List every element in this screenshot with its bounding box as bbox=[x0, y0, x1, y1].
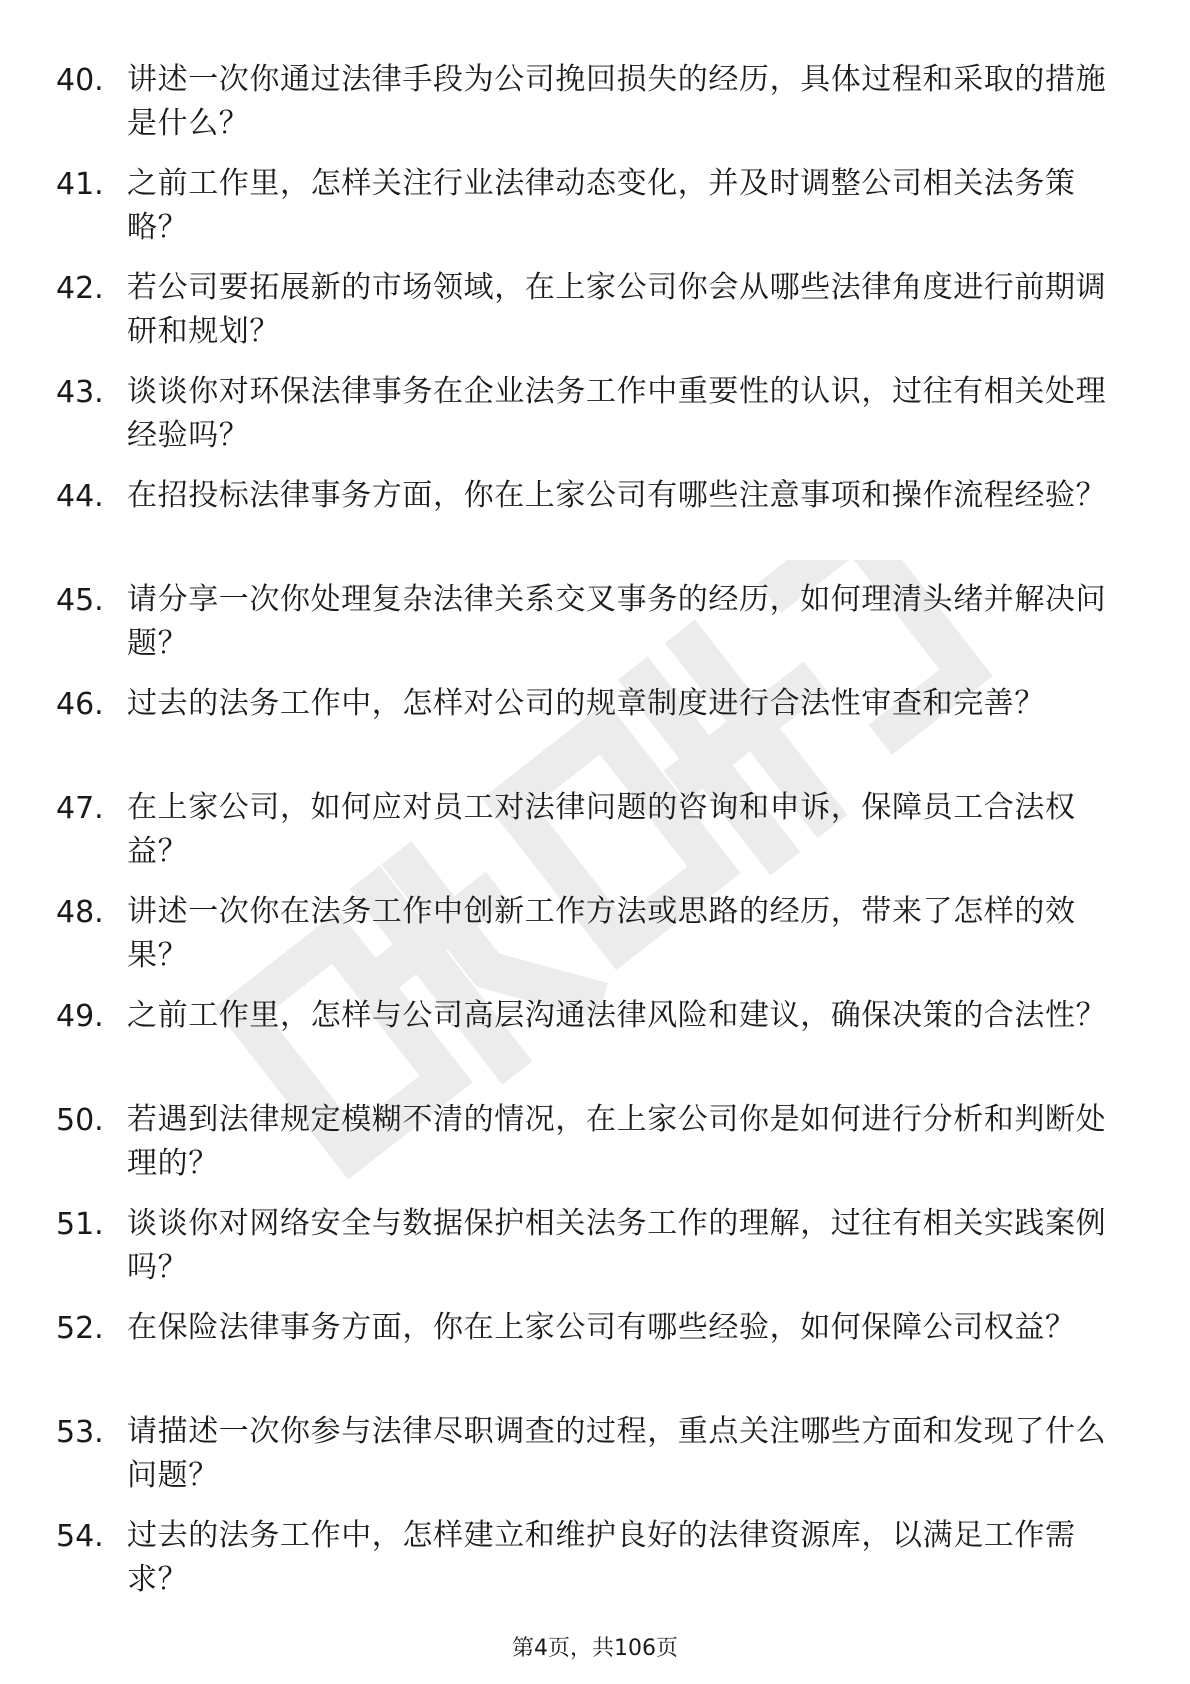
question-number: 49. bbox=[56, 999, 104, 1034]
question-text: 过去的法务工作中，怎样对公司的规章制度进行合法性审查和完善？ bbox=[127, 686, 1045, 721]
question-item bbox=[0, 568, 1190, 672]
question-text: 请描述一次你参与法律尽职调查的过程，重点关注哪些方面和发现了什么问题？ bbox=[127, 1414, 1107, 1493]
question-text: 过去的法务工作中，怎样建立和维护良好的法律资源库，以满足工作需求？ bbox=[127, 1518, 1076, 1597]
question-number: 46. bbox=[56, 687, 104, 722]
question-item bbox=[0, 48, 1190, 152]
question-list bbox=[0, 48, 1190, 1608]
question-item bbox=[0, 776, 1190, 880]
question-number: 53. bbox=[56, 1415, 104, 1450]
question-number: 43. bbox=[56, 375, 104, 410]
question-number: 48. bbox=[56, 895, 104, 930]
question-number: 41. bbox=[56, 167, 104, 202]
question-text: 之前工作里，怎样关注行业法律动态变化，并及时调整公司相关法务策略？ bbox=[127, 166, 1076, 245]
question-item bbox=[0, 1088, 1190, 1192]
question-number: 45. bbox=[56, 583, 104, 618]
question-item bbox=[0, 256, 1190, 360]
question-item bbox=[0, 1400, 1190, 1504]
page-number: 第4页，共106页 bbox=[512, 1636, 678, 1661]
question-item bbox=[0, 1296, 1190, 1400]
question-item bbox=[0, 360, 1190, 464]
question-text: 在招投标法律事务方面，你在上家公司有哪些注意事项和操作流程经验？ bbox=[127, 478, 1107, 513]
question-number: 54. bbox=[56, 1519, 104, 1554]
question-item bbox=[0, 464, 1190, 568]
question-number: 42. bbox=[56, 271, 104, 306]
question-text: 若公司要拓展新的市场领域，在上家公司你会从哪些法律角度进行前期调研和规划？ bbox=[127, 270, 1107, 349]
question-item bbox=[0, 152, 1190, 256]
question-item bbox=[0, 880, 1190, 984]
question-number: 40. bbox=[56, 63, 104, 98]
question-text: 之前工作里，怎样与公司高层沟通法律风险和建议，确保决策的合法性？ bbox=[127, 998, 1107, 1033]
question-text: 在上家公司，如何应对员工对法律问题的咨询和申诉，保障员工合法权益？ bbox=[127, 790, 1076, 869]
question-text: 谈谈你对网络安全与数据保护相关法务工作的理解，过往有相关实践案例吗？ bbox=[127, 1206, 1107, 1285]
question-text: 讲述一次你通过法律手段为公司挽回损失的经历，具体过程和采取的措施是什么？ bbox=[127, 62, 1107, 141]
question-item bbox=[0, 984, 1190, 1088]
question-item bbox=[0, 1192, 1190, 1296]
question-number: 52. bbox=[56, 1311, 104, 1346]
question-number: 47. bbox=[56, 791, 104, 826]
question-text: 请分享一次你处理复杂法律关系交叉事务的经历，如何理清头绪并解决问题？ bbox=[127, 582, 1107, 661]
question-number: 51. bbox=[56, 1207, 104, 1242]
question-item bbox=[0, 672, 1190, 776]
question-number: 50. bbox=[56, 1103, 104, 1138]
question-text: 在保险法律事务方面，你在上家公司有哪些经验，如何保障公司权益？ bbox=[127, 1310, 1076, 1345]
question-number: 44. bbox=[56, 479, 104, 514]
question-item bbox=[0, 1504, 1190, 1608]
question-text: 若遇到法律规定模糊不清的情况，在上家公司你是如何进行分析和判断处理的？ bbox=[127, 1102, 1107, 1181]
question-text: 讲述一次你在法务工作中创新工作方法或思路的经历，带来了怎样的效果？ bbox=[127, 894, 1076, 973]
question-text: 谈谈你对环保法律事务在企业法务工作中重要性的认识，过往有相关处理经验吗？ bbox=[127, 374, 1107, 453]
